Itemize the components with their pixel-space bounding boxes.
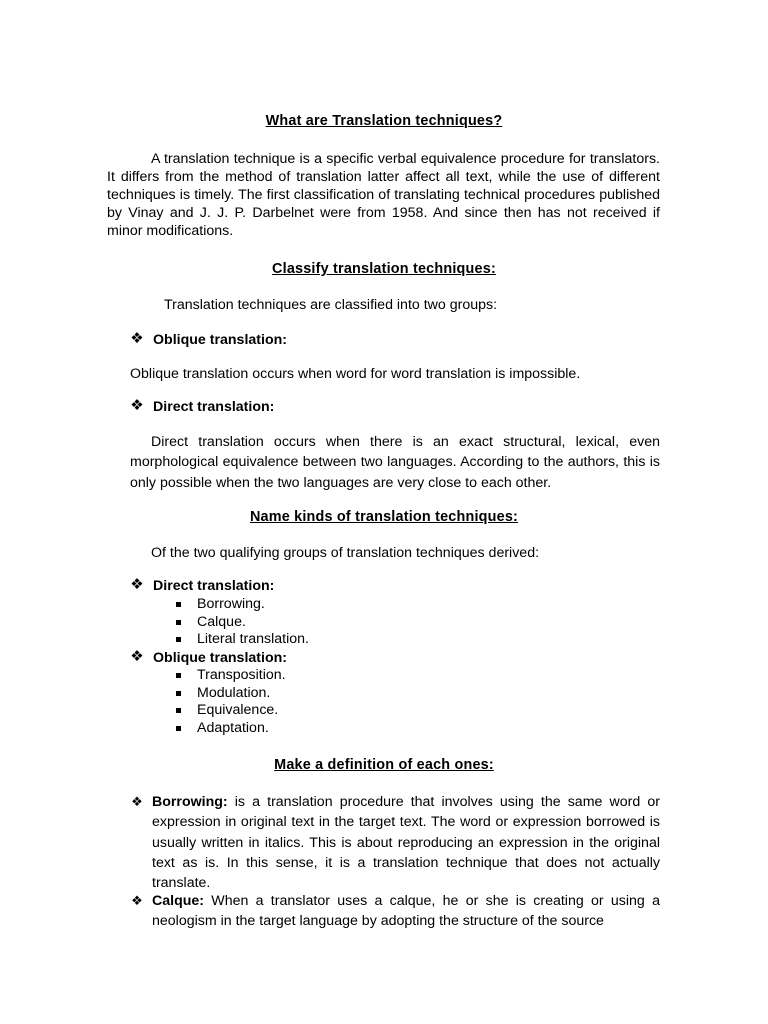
square-bullet-icon [176, 691, 181, 696]
list-item: Transposition. [197, 667, 286, 683]
oblique-label: Oblique translation: [153, 332, 287, 348]
intro-paragraph: A translation technique is a specific verbal equivalence procedure for translators. It differs from the method of translation latter affect all text, while the use of different techniques is timely. The first classification of translating technical procedures published by Vinay and J. J. P. Darbelnet were from 1958. And since then has not received if minor modifications. [107, 151, 660, 239]
square-bullet-icon [176, 726, 181, 731]
list-item: Calque. [197, 614, 246, 630]
borrowing-text: is a translation procedure that involves using the same word or expression in original text in the target text. The word or expression borrowed is usually written in italics. This is about reproducing an expression in the original text as is. In this sense, it is a translation technique that does not actually translate. [152, 794, 660, 892]
kinds-direct-label: Direct translation: [153, 578, 275, 594]
heading-what-are: What are Translation techniques? [265, 113, 503, 129]
list-item: Modulation. [197, 685, 271, 701]
calque-text: When a translator uses a calque, he or she is creating or using a neologism in the target language by adopting the structure of the source [152, 893, 660, 930]
heading-kinds: Name kinds of translation techniques: [249, 509, 519, 525]
direct-label: Direct translation: [153, 399, 275, 415]
classify-intro-text: Translation techniques are classified into two groups: [164, 297, 498, 313]
diamond-bullet-icon: ❖ [131, 893, 143, 908]
square-bullet-icon [176, 620, 181, 625]
list-item: Equivalence. [197, 702, 279, 718]
diamond-bullet-icon: ❖ [130, 397, 144, 414]
calque-definition [152, 891, 660, 932]
calque-term: Calque: [152, 893, 205, 909]
diamond-bullet-icon: ❖ [130, 330, 144, 347]
list-item: Borrowing. [197, 596, 265, 612]
kinds-intro-text: Of the two qualifying groups of translation techniques derived: [151, 545, 540, 561]
borrowing-term: Borrowing: [152, 794, 228, 810]
list-item: Literal translation. [197, 631, 309, 647]
list-item: Adaptation. [197, 720, 269, 736]
square-bullet-icon [176, 673, 181, 678]
diamond-bullet-icon: ❖ [131, 794, 143, 809]
square-bullet-icon [176, 602, 181, 607]
kinds-oblique-label: Oblique translation: [153, 650, 287, 666]
borrowing-definition [152, 792, 660, 893]
heading-definition: Make a definition of each ones: [274, 757, 494, 773]
oblique-description: Oblique translation occurs when word for word translation is impossible. [130, 366, 581, 382]
square-bullet-icon [176, 708, 181, 713]
square-bullet-icon [176, 637, 181, 642]
direct-description: Direct translation occurs when there is an exact structural, lexical, even morphological equivalence between two languages. According to the authors, this is only possible when the two languages are very close to each other. [130, 434, 660, 491]
diamond-bullet-icon: ❖ [130, 648, 144, 665]
diamond-bullet-icon: ❖ [130, 576, 144, 593]
heading-classify: Classify translation techniques: [272, 261, 496, 277]
